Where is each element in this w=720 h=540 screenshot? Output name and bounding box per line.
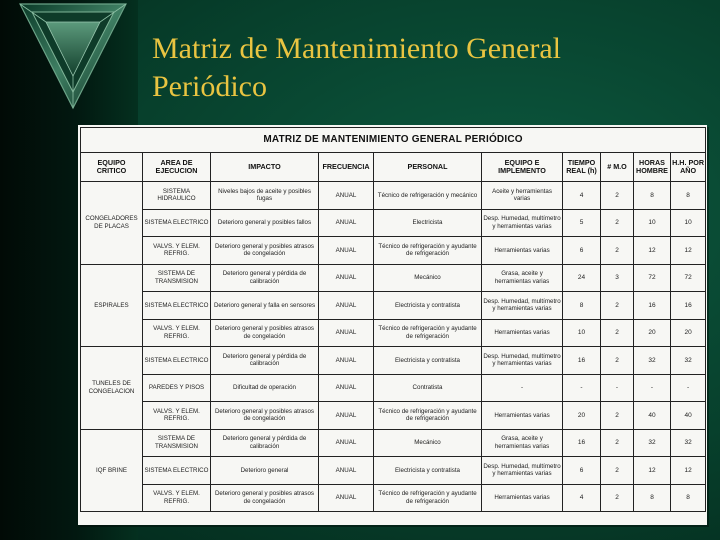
table-cell: Deterioro general y pérdida de calibración	[211, 347, 319, 375]
table-cell: Grasa, aceite y herramientas varias	[482, 264, 563, 292]
column-header: EQUIPO CRITICO	[81, 153, 143, 182]
table-cell: 16	[563, 429, 601, 457]
table-cell: 40	[671, 402, 706, 430]
table-cell: 6	[563, 457, 601, 485]
table-row	[81, 402, 706, 430]
table-cell: 2	[601, 209, 634, 237]
table-cell: 10	[671, 209, 706, 237]
table-cell: 2	[601, 347, 634, 375]
slide-title	[152, 30, 712, 106]
table-body	[81, 182, 706, 512]
table-caption: MATRIZ DE MANTENIMIENTO GENERAL PERIÓDICO	[81, 128, 706, 153]
table-cell: PAREDES Y PISOS	[143, 374, 211, 402]
table-cell: -	[563, 374, 601, 402]
column-header: H.H. POR AÑO	[671, 153, 706, 182]
table-cell: 20	[671, 319, 706, 347]
table-cell: Herramientas varias	[482, 402, 563, 430]
table-cell: 8	[563, 292, 601, 320]
table-cell: Deterioro general y posibles atrasos de congelación	[211, 484, 319, 512]
table-row	[81, 429, 706, 457]
table-cell: SISTEMA HIDRAULICO	[143, 182, 211, 210]
maintenance-table-sheet	[78, 125, 707, 525]
table-cell: Herramientas varias	[482, 484, 563, 512]
table-cell: 72	[671, 264, 706, 292]
maintenance-matrix-table	[80, 127, 706, 512]
table-header-row	[81, 153, 706, 182]
table-cell: SISTEMA DE TRANSMISION	[143, 429, 211, 457]
table-cell: Mecánico	[374, 264, 482, 292]
table-cell: -	[601, 374, 634, 402]
table-cell: -	[634, 374, 671, 402]
table-cell: -	[482, 374, 563, 402]
table-cell: 32	[671, 429, 706, 457]
table-cell: Herramientas varias	[482, 237, 563, 265]
table-cell: Deterioro general y falla en sensores	[211, 292, 319, 320]
table-cell: 8	[671, 484, 706, 512]
table-cell: -	[671, 374, 706, 402]
slide-title-line-2: Periódico	[152, 70, 267, 103]
table-cell: 32	[634, 347, 671, 375]
column-header: AREA DE EJECUCION	[143, 153, 211, 182]
table-cell: Desp. Humedad, multímetro y herramientas varias	[482, 457, 563, 485]
table-cell: 16	[563, 347, 601, 375]
table-cell: VALVS. Y ELEM. REFRIG.	[143, 319, 211, 347]
table-cell: 2	[601, 319, 634, 347]
table-cell: 12	[634, 457, 671, 485]
table-cell: Electricista y contratista	[374, 457, 482, 485]
table-cell: ANUAL	[319, 402, 374, 430]
table-cell: ANUAL	[319, 264, 374, 292]
table-cell: 20	[634, 319, 671, 347]
table-cell: 2	[601, 237, 634, 265]
table-cell: ANUAL	[319, 347, 374, 375]
table-cell: Técnico de refrigeración y ayudante de refrigeración	[374, 319, 482, 347]
table-cell: ANUAL	[319, 319, 374, 347]
table-cell: Electricista y contratista	[374, 292, 482, 320]
table-cell: Electricista y contratista	[374, 347, 482, 375]
table-cell: 3	[601, 264, 634, 292]
table-cell: SISTEMA ELECTRICO	[143, 292, 211, 320]
table-cell: 2	[601, 484, 634, 512]
column-header: IMPACTO	[211, 153, 319, 182]
table-cell: Desp. Humedad, multímetro y herramientas varias	[482, 347, 563, 375]
equipo-critico-cell: CONGELADORES DE PLACAS	[81, 182, 143, 265]
table-cell: ANUAL	[319, 182, 374, 210]
equipo-critico-cell: IQF BRINE	[81, 429, 143, 512]
table-cell: Técnico de refrigeración y ayudante de refrigeración	[374, 237, 482, 265]
table-cell: SISTEMA ELECTRICO	[143, 347, 211, 375]
table-cell: 20	[563, 402, 601, 430]
column-header: HORAS HOMBRE	[634, 153, 671, 182]
table-row	[81, 319, 706, 347]
column-header: FRECUENCIA	[319, 153, 374, 182]
table-cell: 8	[671, 182, 706, 210]
table-cell: 12	[671, 457, 706, 485]
table-cell: Aceite y herramientas varias	[482, 182, 563, 210]
equipo-critico-cell: ESPIRALES	[81, 264, 143, 347]
table-cell: Técnico de refrigeración y ayudante de refrigeración	[374, 402, 482, 430]
table-cell: Desp. Humedad, multímetro y herramientas varias	[482, 209, 563, 237]
table-cell: Desp. Humedad, multímetro y herramientas varias	[482, 292, 563, 320]
table-row	[81, 484, 706, 512]
table-cell: Grasa, aceite y herramientas varias	[482, 429, 563, 457]
table-cell: SISTEMA DE TRANSMISION	[143, 264, 211, 292]
table-cell: 10	[563, 319, 601, 347]
table-cell: 16	[671, 292, 706, 320]
table-cell: Deterioro general y posibles atrasos de congelación	[211, 237, 319, 265]
table-cell: Niveles bajos de aceite y posibles fugas	[211, 182, 319, 210]
table-cell: ANUAL	[319, 209, 374, 237]
table-cell: 8	[634, 182, 671, 210]
table-row	[81, 347, 706, 375]
equipo-critico-cell: TUNELES DE CONGELACION	[81, 347, 143, 430]
table-cell: Deterioro general y posibles atrasos de congelación	[211, 402, 319, 430]
table-cell: 24	[563, 264, 601, 292]
table-cell: Dificultad de operación	[211, 374, 319, 402]
table-row	[81, 292, 706, 320]
table-cell: 72	[634, 264, 671, 292]
table-cell: VALVS. Y ELEM. REFRIG.	[143, 237, 211, 265]
table-cell: Deterioro general y posibles fallos	[211, 209, 319, 237]
table-cell: Herramientas varias	[482, 319, 563, 347]
table-cell: ANUAL	[319, 429, 374, 457]
table-cell: 12	[671, 237, 706, 265]
table-cell: 40	[634, 402, 671, 430]
table-cell: 12	[634, 237, 671, 265]
table-cell: ANUAL	[319, 292, 374, 320]
table-cell: 6	[563, 237, 601, 265]
column-header: # M.O	[601, 153, 634, 182]
table-cell: 32	[634, 429, 671, 457]
table-cell: 8	[634, 484, 671, 512]
table-cell: 2	[601, 182, 634, 210]
column-header: PERSONAL	[374, 153, 482, 182]
table-cell: 2	[601, 292, 634, 320]
table-cell: Deterioro general y pérdida de calibración	[211, 429, 319, 457]
table-cell: Electricista	[374, 209, 482, 237]
table-row	[81, 374, 706, 402]
table-cell: 2	[601, 429, 634, 457]
table-cell: VALVS. Y ELEM. REFRIG.	[143, 484, 211, 512]
table-cell: 4	[563, 182, 601, 210]
table-row	[81, 209, 706, 237]
table-row	[81, 182, 706, 210]
table-cell: Contratista	[374, 374, 482, 402]
table-row	[81, 237, 706, 265]
table-cell: 5	[563, 209, 601, 237]
table-cell: 32	[671, 347, 706, 375]
table-cell: 2	[601, 457, 634, 485]
table-cell: Deterioro general y posibles atrasos de congelación	[211, 319, 319, 347]
table-cell: Mecánico	[374, 429, 482, 457]
column-header: TIEMPO REAL (h)	[563, 153, 601, 182]
table-cell: ANUAL	[319, 484, 374, 512]
table-row	[81, 457, 706, 485]
table-cell: 10	[634, 209, 671, 237]
table-cell: ANUAL	[319, 374, 374, 402]
table-cell: 2	[601, 402, 634, 430]
table-row	[81, 264, 706, 292]
table-cell: 16	[634, 292, 671, 320]
table-cell: Técnico de refrigeración y mecánico	[374, 182, 482, 210]
column-header: EQUIPO E IMPLEMENTO	[482, 153, 563, 182]
slide-title-line-1: Matriz de Mantenimiento General	[152, 32, 562, 65]
table-cell: Deterioro general	[211, 457, 319, 485]
table-cell: Deterioro general y pérdida de calibración	[211, 264, 319, 292]
table-cell: ANUAL	[319, 457, 374, 485]
table-cell: VALVS. Y ELEM. REFRIG.	[143, 402, 211, 430]
triangle-logo-icon	[18, 0, 128, 110]
table-cell: 4	[563, 484, 601, 512]
table-cell: Técnico de refrigeración y ayudante de refrigeración	[374, 484, 482, 512]
table-cell: SISTEMA ELECTRICO	[143, 457, 211, 485]
table-cell: SISTEMA ELECTRICO	[143, 209, 211, 237]
table-cell: ANUAL	[319, 237, 374, 265]
